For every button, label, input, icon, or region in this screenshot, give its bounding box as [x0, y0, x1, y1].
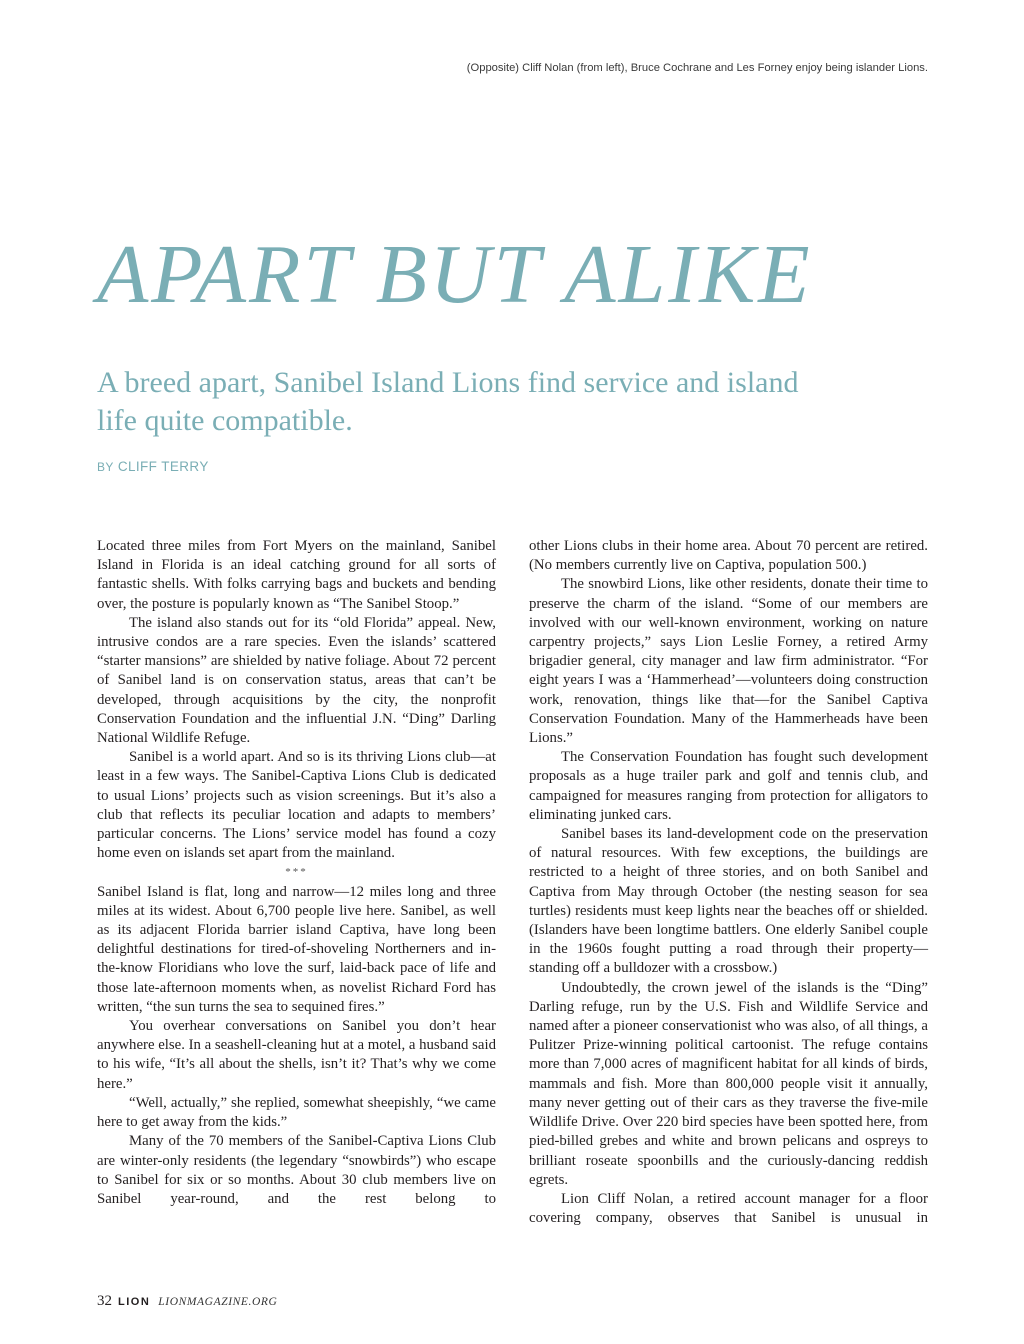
byline-prefix: BY [97, 460, 114, 474]
page-footer [97, 1293, 277, 1310]
right-column [529, 537, 928, 1228]
byline-author: CLIFF TERRY [117, 459, 209, 474]
magazine-name: LION [118, 1296, 151, 1308]
page-number: 32 [97, 1293, 112, 1309]
byline [97, 459, 209, 474]
paragraph: The Conservation Foundation has fought such development proposals as a huge trailer park and golf and tennis club, and campaigned for measures ranging from protection for alligators to eliminating junked cars. [529, 749, 928, 823]
paragraph: Undoubtedly, the crown jewel of the islands is the “Ding” Darling refuge, run by the U.S. Fish and Wildlife Service and named after a pioneer conservationist who was also, of all things, a Pulitzer Prize-winning political cartoonist. The refuge contains more than 7,000 acres of magnificent habitat for all kinds of birds, mammals and fish. More than 800,000 people visit it annually, many never getting out of their cars as they traverse the five-mile Wildlife Drive. Over 220 bird species have been spotted here, from pied-billed grebes and white and brown pelicans and ospreys to brilliant roseate spoonbills and the curiously-dancing reddish egrets. [529, 979, 928, 1188]
article-title: APART BUT ALIKE [97, 228, 813, 321]
paragraph: other Lions clubs in their home area. About 70 percent are retired. (No members currently live on Captiva, population 500.) [529, 538, 928, 574]
paragraph: Located three miles from Fort Myers on the mainland, Sanibel Island in Florida is an ideal catching ground for all sorts of fantastic shells. With folks carrying bags and buckets and bending over, the posture is popularly known as “The Sanibel Stoop.” [97, 538, 496, 612]
section-divider: *** [285, 866, 308, 879]
paragraph: Many of the 70 members of the Sanibel-Captiva Lions Club are winter-only residents (the legendary “snowbirds”) who escape to Sanibel for six or so months. About 30 club members live on Sanibel year-round, and the rest belong to [97, 1133, 496, 1207]
paragraph: Sanibel bases its land-development code on the preservation of natural resources. With few exceptions, the buildings are restricted to a height of three stories, and on both Sanibel and Captiva from May through October (the nesting season for sea turtles) residents must keep lights near the beaches off or shielded. (Islanders have been longtime battlers. One elderly Sanibel couple in the 1960s fought putting a road through their property—standing off a bulldozer with a crossbow.) [529, 826, 928, 977]
photo-caption: (Opposite) Cliff Nolan (from left), Bruce Cochrane and Les Forney enjoy being islander Lions. [466, 62, 928, 74]
paragraph: “Well, actually,” she replied, somewhat sheepishly, “we came here to get away from the kids.” [97, 1094, 496, 1131]
paragraph: You overhear conversations on Sanibel you don’t hear anywhere else. In a seashell-cleaning hut at a motel, a husband said to his wife, “It’s all about the shells, isn’t it? That’s why we come here.” [97, 1018, 496, 1092]
paragraph: Lion Cliff Nolan, a retired account manager for a floor covering company, observes that Sanibel is unusual in [529, 1190, 928, 1227]
paragraph: Sanibel is a world apart. And so is its thriving Lions club—at least in a few ways. The Sanibel-Captiva Lions Club is dedicated to usual Lions’ projects such as vision screenings. But it’s also a club that reflects its peculiar location and adapts to members’ particular concerns. The Lions’ service model has found a cozy home even on islands set apart from the mainland. [97, 749, 496, 862]
paragraph: The island also stands out for its “old Florida” appeal. New, intrusive condos are a rare species. Even the islands’ scattered “starter mansions” are shielded by native foliage. About 72 percent of Sanibel land is on conservation status, areas that can’t be developed, through acquisitions by the city, the nonprofit Conservation Foundation and the influential J.N. “Ding” Darling National Wildlife Refuge. [97, 614, 496, 747]
paragraph: The snowbird Lions, like other residents, donate their time to preserve the charm of the island. “Some of our members are involved with our well-known environment, working on nature carpentry projects,” says Lion Leslie Forney, a retired Army brigadier general, city manager and law firm administrator. “For eight years I was a ‘Hammerhead’—volunteers doing construction work, renovation, things like that—for the Sanibel Captiva Conservation Foundation. Many of the Hammerheads have been Lions.” [529, 576, 928, 747]
left-column [97, 537, 496, 1209]
website-link[interactable]: LIONMAGAZINE.ORG [158, 1296, 278, 1308]
paragraph: Sanibel Island is flat, long and narrow—12 miles long and three miles at its widest. About 6,700 people live here. Sanibel, as well as its adjacent Florida barrier island Captiva, have long been delightful destinations for tired-of-shoveling Northerners and in-the-know Floridians who love the surf, laid-back pace of life and those late-afternoon moments when, as novelist Richard Ford has written, “the sun turns the sea to sequined fires.” [97, 883, 496, 1015]
article-deck: A breed apart, Sanibel Island Lions find service and island life quite compatible. [97, 366, 799, 437]
